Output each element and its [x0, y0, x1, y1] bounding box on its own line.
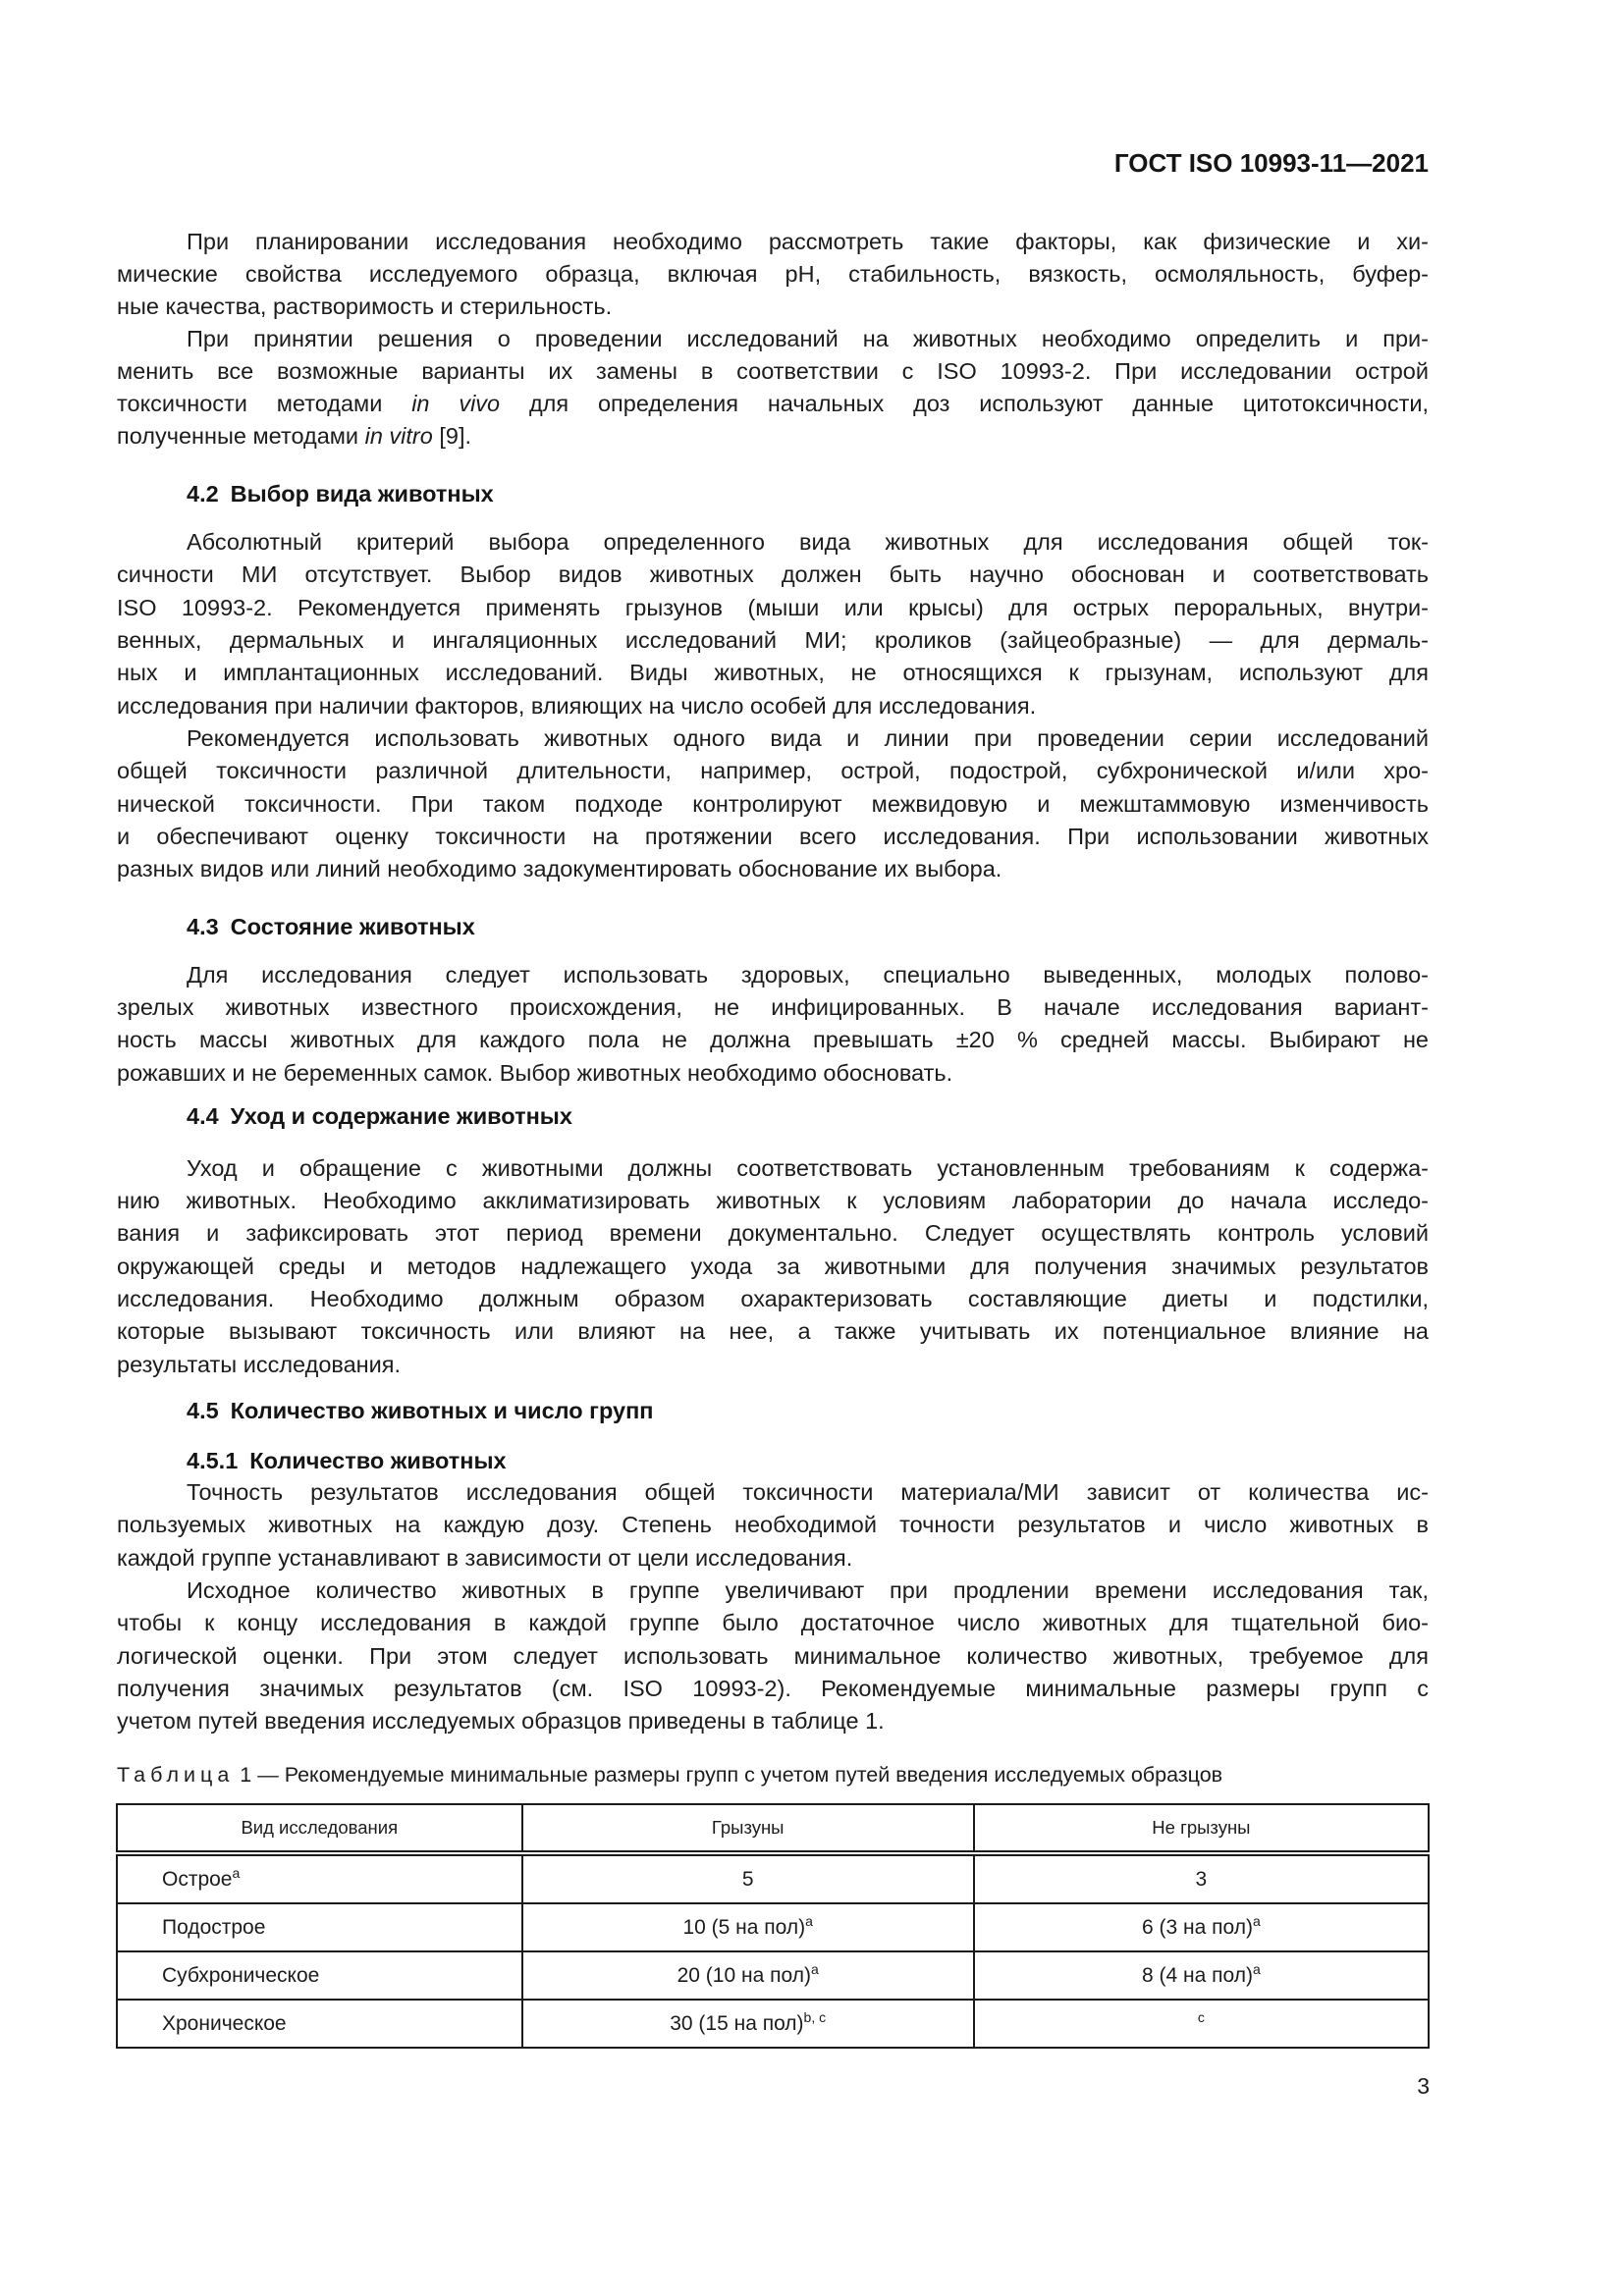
italic-term: in vitro	[364, 423, 433, 449]
cell-text: Хроническое	[162, 2011, 287, 2035]
cell-text: 5	[741, 1867, 754, 1891]
cell-text: 20 (10 на пол)	[677, 1963, 811, 1987]
section-heading-4-4	[187, 1100, 572, 1133]
section-title: Состояние животных	[230, 914, 475, 939]
page-number: 3	[1417, 2073, 1430, 2099]
paragraph-line: зрелых животных известного происхождения, не инфицированных. В начале исследования вариант-	[117, 994, 1429, 1020]
paragraph-line: и обеспечивают оценку токсичности на протяжении всего исследования. При использовании животных	[117, 824, 1429, 849]
paragraph-line: нической токсичности. При таком подходе контролируют межвидовую и межштаммовую изменчивость	[117, 791, 1429, 817]
document-code: ГОСТ ISO 10993-11—2021	[1113, 148, 1429, 178]
section-heading-4-5	[187, 1395, 653, 1427]
section-number: 4.5.1	[187, 1448, 239, 1473]
paragraph-line: логической оценки. При этом следует использовать минимальное количество животных, требуемое для	[117, 1643, 1429, 1669]
column-header-rodents: Грызуны	[522, 1804, 974, 1853]
text-run: для определения начальных доз используют данные цитотоксичности,	[500, 391, 1429, 416]
cell-text: 10 (5 на пол)	[682, 1915, 806, 1939]
group-size-table	[116, 1803, 1430, 2049]
paragraph-line: Точность результатов исследования общей токсичности материала/МИ зависит от количества ис-	[187, 1479, 1429, 1505]
paragraph-line: сичности МИ отсутствует. Выбор видов животных должен быть научно обоснован и соответствовать	[117, 561, 1429, 587]
paragraph-line: менить все возможные варианты их замены в соответствии с ISO 10993-2. При исследовании острой	[117, 358, 1429, 384]
paragraph-line: При принятии решения о проведении исследований на животных необходимо определить и при-	[187, 326, 1429, 351]
paragraph-line: окружающей среды и методов надлежащего ухода за животными для получения значимых результатов	[117, 1254, 1429, 1279]
footnote-mark: a	[805, 1912, 813, 1929]
text-run: токсичности методами	[117, 391, 412, 416]
paragraph-line: венных, дермальных и ингаляционных исследований МИ; кроликов (зайцеобразные) — для дермаль-	[117, 627, 1429, 653]
section-title: Количество животных и число групп	[230, 1398, 654, 1423]
section-title: Уход и содержание животных	[230, 1103, 572, 1129]
cell-text: 6 (3 на пол)	[1142, 1915, 1253, 1939]
section-number: 4.5	[187, 1398, 219, 1423]
section-number: 4.4	[187, 1103, 219, 1129]
section-title: Выбор вида животных	[230, 481, 494, 507]
paragraph-line: чтобы к концу исследования в каждой группе было достаточное число животных для тщательной био-	[117, 1610, 1429, 1635]
cell-non-rodents	[974, 1951, 1429, 2000]
table-row	[117, 1951, 1429, 2000]
table-header-row	[117, 1804, 1429, 1853]
paragraph-line: исследования при наличии факторов, влияющих на число особей для исследования.	[117, 693, 1037, 719]
text-run: [9].	[432, 423, 471, 449]
cell-study-type	[117, 1853, 522, 1903]
paragraph-line: Рекомендуется использовать животных одного вида и линии при проведении серии исследований	[187, 725, 1429, 751]
cell-non-rodents	[974, 1903, 1429, 1951]
paragraph-line	[117, 388, 1429, 420]
paragraph-line: ные качества, растворимость и стерильность.	[117, 294, 613, 319]
paragraph-line: вания и зафиксировать этот период времени документально. Следует осуществлять контроль условий	[117, 1220, 1429, 1246]
column-header-non-rodents: Не грызуны	[974, 1804, 1429, 1853]
paragraph-line: общей токсичности различной длительности, например, острой, подострой, субхронической и/или хро-	[117, 758, 1429, 783]
section-heading-4-2	[187, 478, 494, 510]
paragraph-line: ISO 10993-2. Рекомендуется применять грызунов (мыши или крысы) для острых пероральных, внутри-	[117, 595, 1429, 620]
footnote-mark: b, c	[803, 2008, 827, 2025]
footnote-mark: c	[1197, 2008, 1205, 2025]
paragraph-line: Уход и обращение с животными должны соответствовать установленным требованиям к содержа-	[187, 1155, 1429, 1181]
paragraph-line: пользуемых животных на каждую дозу. Степень необходимой точности результатов и число животных в	[117, 1512, 1429, 1537]
paragraph-line	[117, 420, 1429, 453]
paragraph-line: Абсолютный критерий выбора определенного вида животных для исследования общей ток-	[187, 529, 1429, 555]
paragraph-line: При планировании исследования необходимо рассмотреть такие факторы, как физические и хи-	[187, 229, 1429, 254]
section-number: 4.3	[187, 914, 219, 939]
footnote-mark: a	[232, 1864, 241, 1881]
paragraph-line: разных видов или линий необходимо задокументировать обоснование их выбора.	[117, 856, 1002, 881]
paragraph-line: исследования. Необходимо должным образом охарактеризовать составляющие диеты и подстилки,	[117, 1286, 1429, 1311]
cell-non-rodents	[974, 2000, 1429, 2048]
cell-rodents	[522, 1903, 974, 1951]
column-header-study-type: Вид исследования	[117, 1804, 522, 1853]
cell-text: Субхроническое	[162, 1963, 320, 1987]
table-label: Таблица	[117, 1763, 235, 1787]
paragraph-line: получения значимых результатов (см. ISO 10993-2). Рекомендуемые минимальные размеры групп с	[117, 1676, 1429, 1701]
section-number: 4.2	[187, 481, 219, 507]
paragraph-line: ность массы животных для каждого пола не должна превышать ±20 % средней массы. Выбирают не	[117, 1027, 1429, 1052]
table-row	[117, 1853, 1429, 1903]
cell-rodents	[522, 1853, 974, 1903]
cell-non-rodents	[974, 1853, 1429, 1903]
cell-text: Подострое	[162, 1915, 266, 1939]
cell-study-type	[117, 1951, 522, 2000]
table-title: 1 — Рекомендуемые минимальные размеры групп с учетом путей введения исследуемых образцов	[234, 1763, 1223, 1787]
paragraph-line: мические свойства исследуемого образца, включая pH, стабильность, вязкость, осмоляльность, буфер-	[117, 261, 1429, 287]
table-row	[117, 2000, 1429, 2048]
section-heading-4-5-1	[187, 1445, 507, 1477]
cell-text: Острое	[162, 1867, 233, 1891]
table-caption	[117, 1759, 1429, 1791]
paragraph-line: Для исследования следует использовать здоровых, специально выведенных, молодых полово-	[187, 962, 1429, 988]
section-heading-4-3	[187, 911, 475, 943]
footnote-mark: a	[1252, 1912, 1261, 1929]
cell-text: 8 (4 на пол)	[1142, 1963, 1253, 1987]
text-run: полученные методами	[117, 423, 365, 449]
footnote-mark: a	[810, 1960, 819, 1977]
paragraph-line: результаты исследования.	[117, 1352, 402, 1377]
footnote-mark: a	[1252, 1960, 1261, 1977]
cell-study-type	[117, 2000, 522, 2048]
paragraph-line: ных и имплантационных исследований. Виды животных, не относящихся к грызунам, используют для	[117, 660, 1429, 685]
cell-text: 30 (15 на пол)	[670, 2011, 804, 2035]
paragraph-line: рожавших и не беременных самок. Выбор животных необходимо обосновать.	[117, 1060, 953, 1086]
cell-study-type	[117, 1903, 522, 1951]
section-title: Количество животных	[249, 1448, 507, 1473]
cell-rodents	[522, 2000, 974, 2048]
italic-term: in vivo	[411, 391, 501, 416]
cell-text: 3	[1195, 1867, 1208, 1891]
paragraph-line: нию животных. Необходимо акклиматизировать животных к условиям лаборатории до начала исследо-	[117, 1188, 1429, 1213]
paragraph-line: Исходное количество животных в группе увеличивают при продлении времени исследования так,	[187, 1577, 1429, 1603]
paragraph-line: каждой группе устанавливают в зависимости от цели исследования.	[117, 1545, 853, 1571]
table-row	[117, 1903, 1429, 1951]
paragraph-line: учетом путей введения исследуемых образцов приведены в таблице 1.	[117, 1708, 885, 1734]
cell-rodents	[522, 1951, 974, 2000]
paragraph-line: которые вызывают токсичность или влияют на нее, а также учитывать их потенциальное влияние на	[117, 1318, 1429, 1344]
